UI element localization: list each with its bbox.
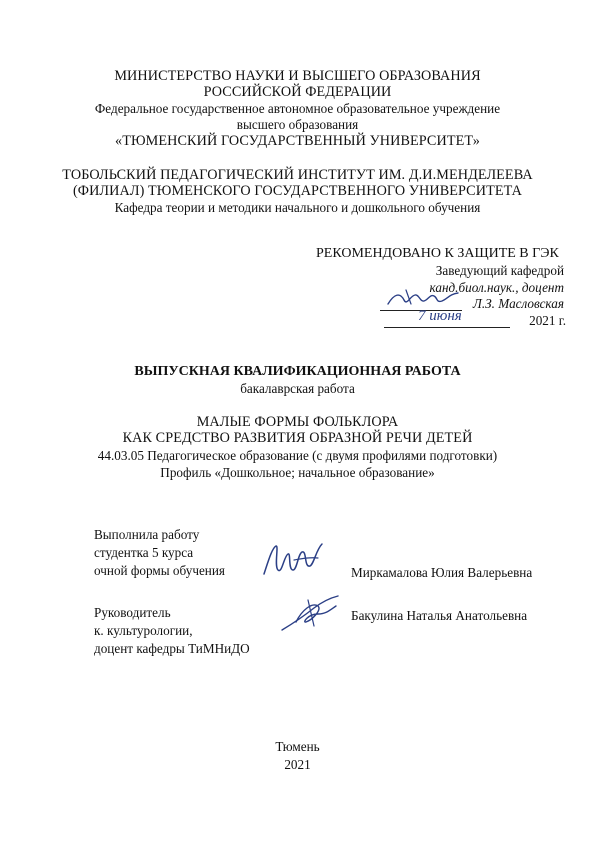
institution-line-1: Федеральное государственное автономное образовательное учреждение [94, 101, 501, 116]
author-signature [260, 540, 326, 580]
work-title-line-1: МАЛЫЕ ФОРМЫ ФОЛЬКЛОРА [196, 414, 399, 430]
approval-year: 2021 г. [529, 313, 566, 328]
approval-name: Л.З. Масловская [472, 296, 564, 311]
approval-title: РЕКОМЕНДОВАНО К ЗАЩИТЕ В ГЭК [316, 246, 559, 261]
author-line-3: очной формы обучения [94, 563, 225, 578]
supervisor-name: Бакулина Наталья Анатольевна [351, 608, 528, 623]
approval-date-line [384, 327, 510, 328]
work-profile: Профиль «Дошкольное; начальное образование» [160, 465, 435, 480]
author-line-2: студентка 5 курса [94, 545, 194, 560]
supervisor-line-2: к. культурологии, [94, 623, 193, 638]
approval-degree: канд.биол.наук., доцент [429, 280, 564, 295]
work-kind: бакалаврская работа [240, 381, 355, 396]
institution-line-2: высшего образования [236, 117, 359, 132]
branch-line-1: ТОБОЛЬСКИЙ ПЕДАГОГИЧЕСКИЙ ИНСТИТУТ ИМ. Д.И.МЕНДЕЛЕЕВА [62, 167, 533, 183]
author-line-1: Выполнила работу [94, 527, 200, 542]
supervisor-line-3: доцент кафедры ТиМНиДО [94, 641, 250, 656]
approval-position: Заведующий кафедрой [435, 263, 564, 278]
work-direction: 44.03.05 Педагогическое образование (с двумя профилями подготовки) [97, 448, 498, 463]
supervisor-line-1: Руководитель [94, 605, 171, 620]
work-title-line-2: КАК СРЕДСТВО РАЗВИТИЯ ОБРАЗНОЙ РЕЧИ ДЕТЕЙ [122, 430, 473, 446]
footer-city: Тюмень [275, 739, 320, 754]
work-type: ВЫПУСКНАЯ КВАЛИФИКАЦИОННАЯ РАБОТА [134, 364, 461, 379]
approval-date-handwritten: 7 июня [418, 308, 462, 324]
supervisor-signature [278, 592, 350, 634]
ministry-line-1: МИНИСТЕРСТВО НАУКИ И ВЫСШЕГО ОБРАЗОВАНИЯ [114, 68, 481, 84]
author-name: Миркамалова Юлия Валерьевна [351, 565, 533, 580]
university-name: «ТЮМЕНСКИЙ ГОСУДАРСТВЕННЫЙ УНИВЕРСИТЕТ» [115, 133, 480, 149]
department-name: Кафедра теории и методики начального и дошкольного обучения [114, 200, 481, 215]
approval-signature [384, 284, 464, 310]
branch-line-2: (ФИЛИАЛ) ТЮМЕНСКОГО ГОСУДАРСТВЕННОГО УНИВЕРСИТЕТА [72, 183, 523, 199]
footer-year: 2021 [284, 757, 311, 772]
ministry-line-2: РОССИЙСКОЙ ФЕДЕРАЦИИ [203, 84, 392, 100]
